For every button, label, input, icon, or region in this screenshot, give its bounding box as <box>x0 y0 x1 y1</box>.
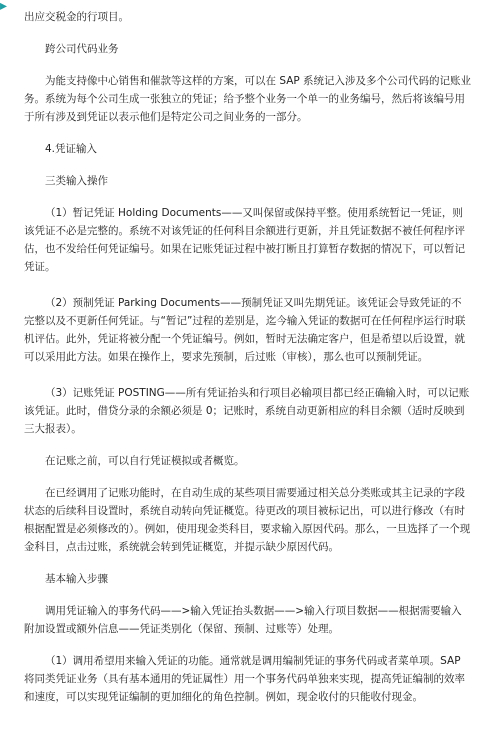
paragraph-posting-documents: （3）记账凭证 POSTING——所有凭证抬头和行项目必输项目都已经正确输入时，可以记账该凭证。此时，借贷分录的余额必须是 0；记账时，系统自动更新相应的科目余额（适时反映到三大报表）。 <box>24 387 470 435</box>
paragraph-auto-generated: 在已经调用了记账功能时，在自动生成的某些项目需要通过相关总分类账或其主记录的字段状态的后续科目设置时，系统自动转向凭证概览。待更改的项目被标记出，可以进行修改（有时根据配置是必须修改的）。例如，使用现金类科目，要求输入原因代码。那么，一旦选择了一个现金科目，点击过账，系统就会转到凭证概览，并提示缺少原因代码。 <box>24 487 471 553</box>
heading-cross-company: 跨公司代码业务 <box>45 43 119 55</box>
paragraph-holding-documents: （1）暂记凭证 Holding Documents——又叫保留或保持平整。使用系统暂记一凭证，则该凭证不必是完整的。系统不对该凭证的任何科目余额进行更新，并且凭证数据不被任何程序评估，也不发给任何凭证编号。如果在记账凭证过程中被打断且打算暂存数据的情况下，可以暂记凭证。 <box>24 207 465 273</box>
paragraph-parking-documents: （2）预制凭证 Parking Documents——预制凭证又叫先期凭证。该凭证会导致凭证的不完整以及不更新任何凭证。与“暂记”过程的差别是，迄今输入凭证的数据可在任何程序运行时联机评估。此外，凭证将被分配一个凭证编号。例如，暂时无法确定客户，但是希望以后设置，就可以采用此方法。如果在操作上，要求先预制，后过账（审核），那么也可以预制凭证。 <box>24 297 466 363</box>
paragraph-before-posting: 在记账之前，可以自行凭证模拟或者概览。 <box>45 455 245 467</box>
heading-basic-steps: 基本输入步骤 <box>45 573 108 585</box>
heading-voucher-input: 4.凭证输入 <box>45 143 98 155</box>
corner-marker-icon: ▸ <box>0 0 8 14</box>
document-line-top: 出应交税金的行项目。 <box>24 11 129 23</box>
paragraph-cross-company: 为能支持像中心销售和催款等这样的方案，可以在 SAP 系统记入涉及多个公司代码的记账业务。系统为每个公司生成一张独立的凭证；给予整个业务一个单一的业务编号，然后将该编号用于所有涉及到凭证以表示他们是特定公司之间业务的一部分。 <box>24 75 472 123</box>
paragraph-basic-steps: 调用凭证输入的事务代码——>输入凭证抬头数据——>输入行项目数据——根据需要输入附加设置或额外信息——凭证类别化（保留、预制、过账等）处理。 <box>24 605 462 635</box>
document-page <box>24 8 472 706</box>
paragraph-step-1: （1）调用希望用来输入凭证的功能。通常就是调用编制凭证的事务代码或者菜单项。SAP 将同类凭证业务（具有基本通用的凭证属性）用一个事务代码单独来实现，提高凭证编制的效率和速度，可以实现凭证编制的更加细化的角色控制。例如，现金收付的只能收付现金。 <box>24 655 465 703</box>
heading-three-types: 三类输入操作 <box>45 175 108 187</box>
